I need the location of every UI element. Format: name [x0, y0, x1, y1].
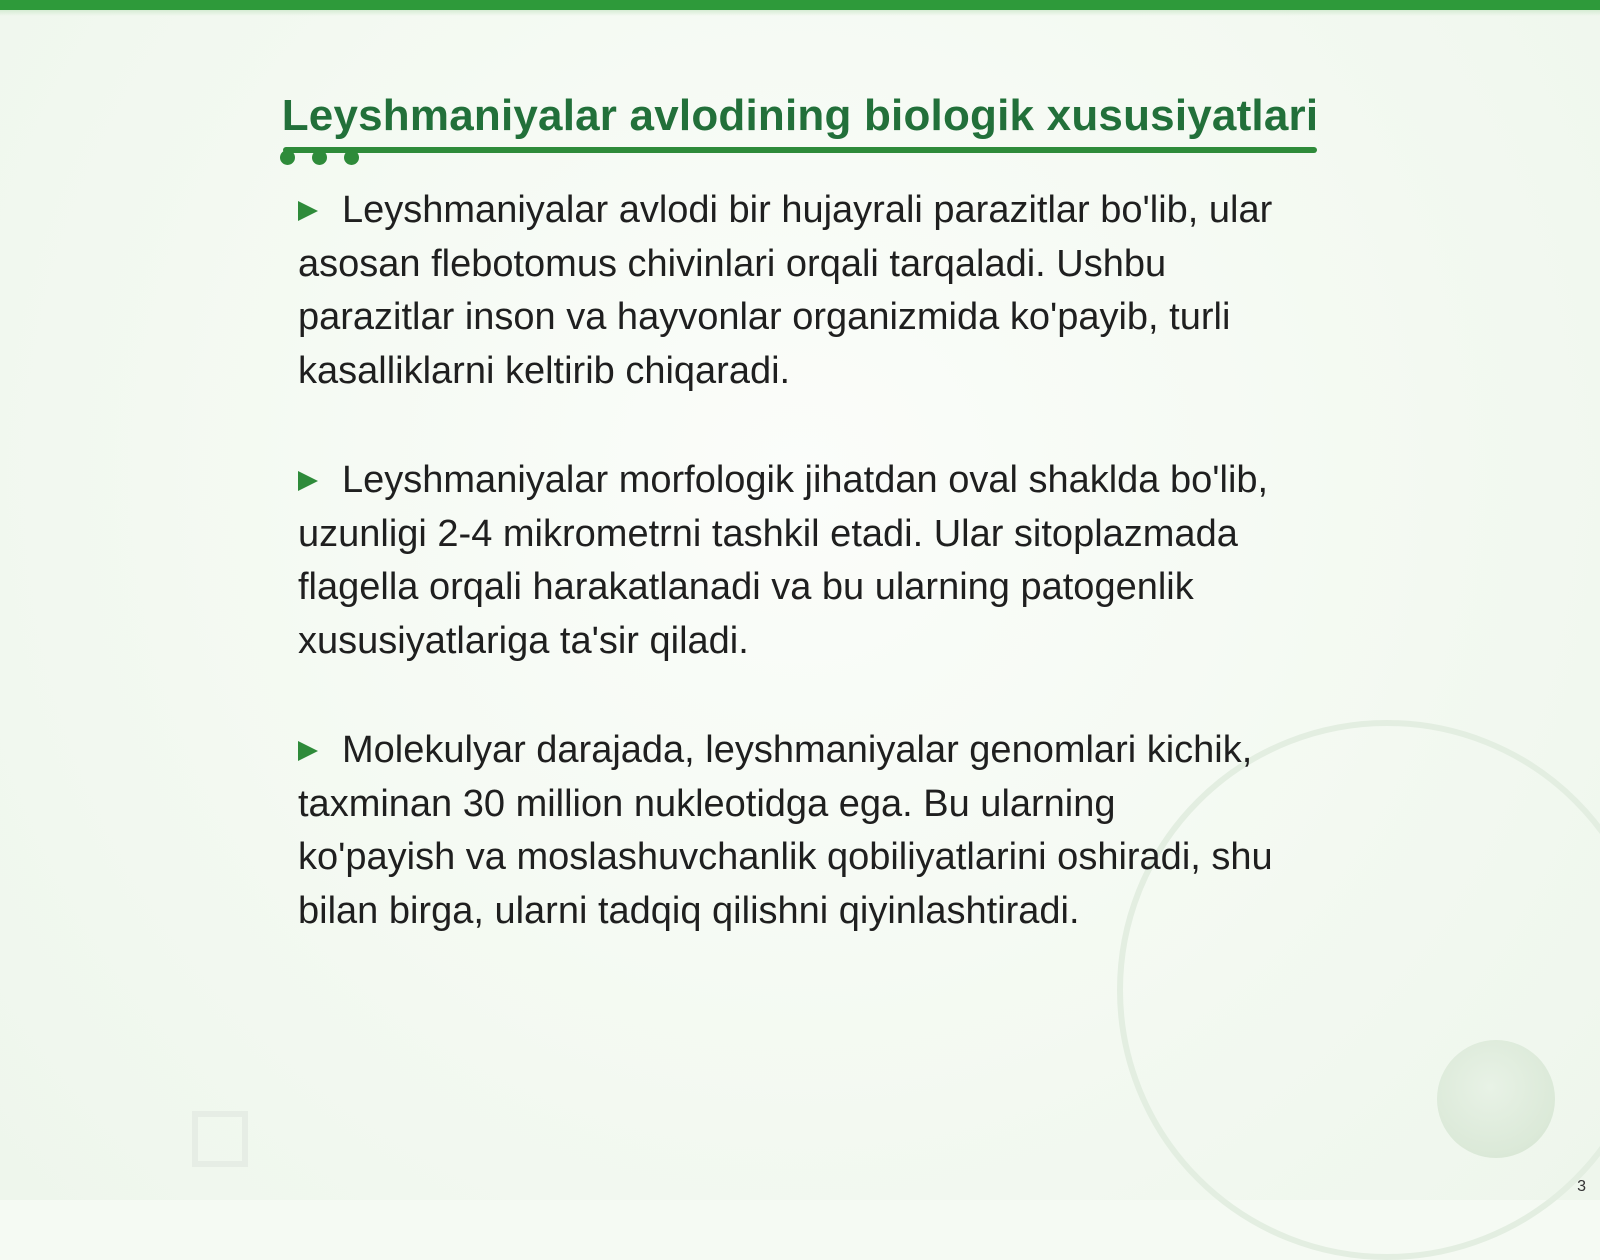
bullet-text: Leyshmaniyalar avlodi bir hujayrali parazitlar bo'lib, ular asosan flebotomus chivinlari orqali tarqaladi. Ushbu parazitlar inson va hayvonlar organizmida ko'payib, turli kasalliklarni keltirib chiqaradi. — [298, 189, 1273, 392]
triangle-bullet-icon — [298, 201, 318, 221]
top-accent-bar-shadow — [0, 10, 1600, 16]
title-area — [280, 70, 1320, 162]
top-accent-bar — [0, 0, 1600, 10]
bullet-list — [298, 184, 1278, 994]
decorative-circle — [1437, 1040, 1555, 1158]
page-number: 3 — [1577, 1178, 1586, 1195]
slide-title: Leyshmaniyalar avlodining biologik xususiyatlari — [281, 91, 1319, 140]
triangle-bullet-icon — [298, 471, 318, 491]
decorative-square — [192, 1111, 248, 1167]
bullet-paragraph — [298, 184, 1278, 398]
triangle-bullet-icon — [298, 741, 318, 761]
bullet-paragraph — [298, 454, 1278, 668]
bullet-text: Molekulyar darajada, leyshmaniyalar genomlari kichik, taxminan 30 million nukleotidga ega. Bu ularning ko'payish va moslashuvchanlik qobiliyatlarini oshiradi, shu bilan birga, ularni tadqiq qilishni qiyinlashtiradi. — [298, 729, 1273, 932]
bullet-paragraph — [298, 724, 1278, 938]
bullet-text: Leyshmaniyalar morfologik jihatdan oval shaklda bo'lib, uzunligi 2-4 mikrometrni tashkil etadi. Ular sitoplazmada flagella orqali harakatlanadi va bu ularning patogenlik xususiyatlariga ta'sir qiladi. — [298, 459, 1269, 662]
